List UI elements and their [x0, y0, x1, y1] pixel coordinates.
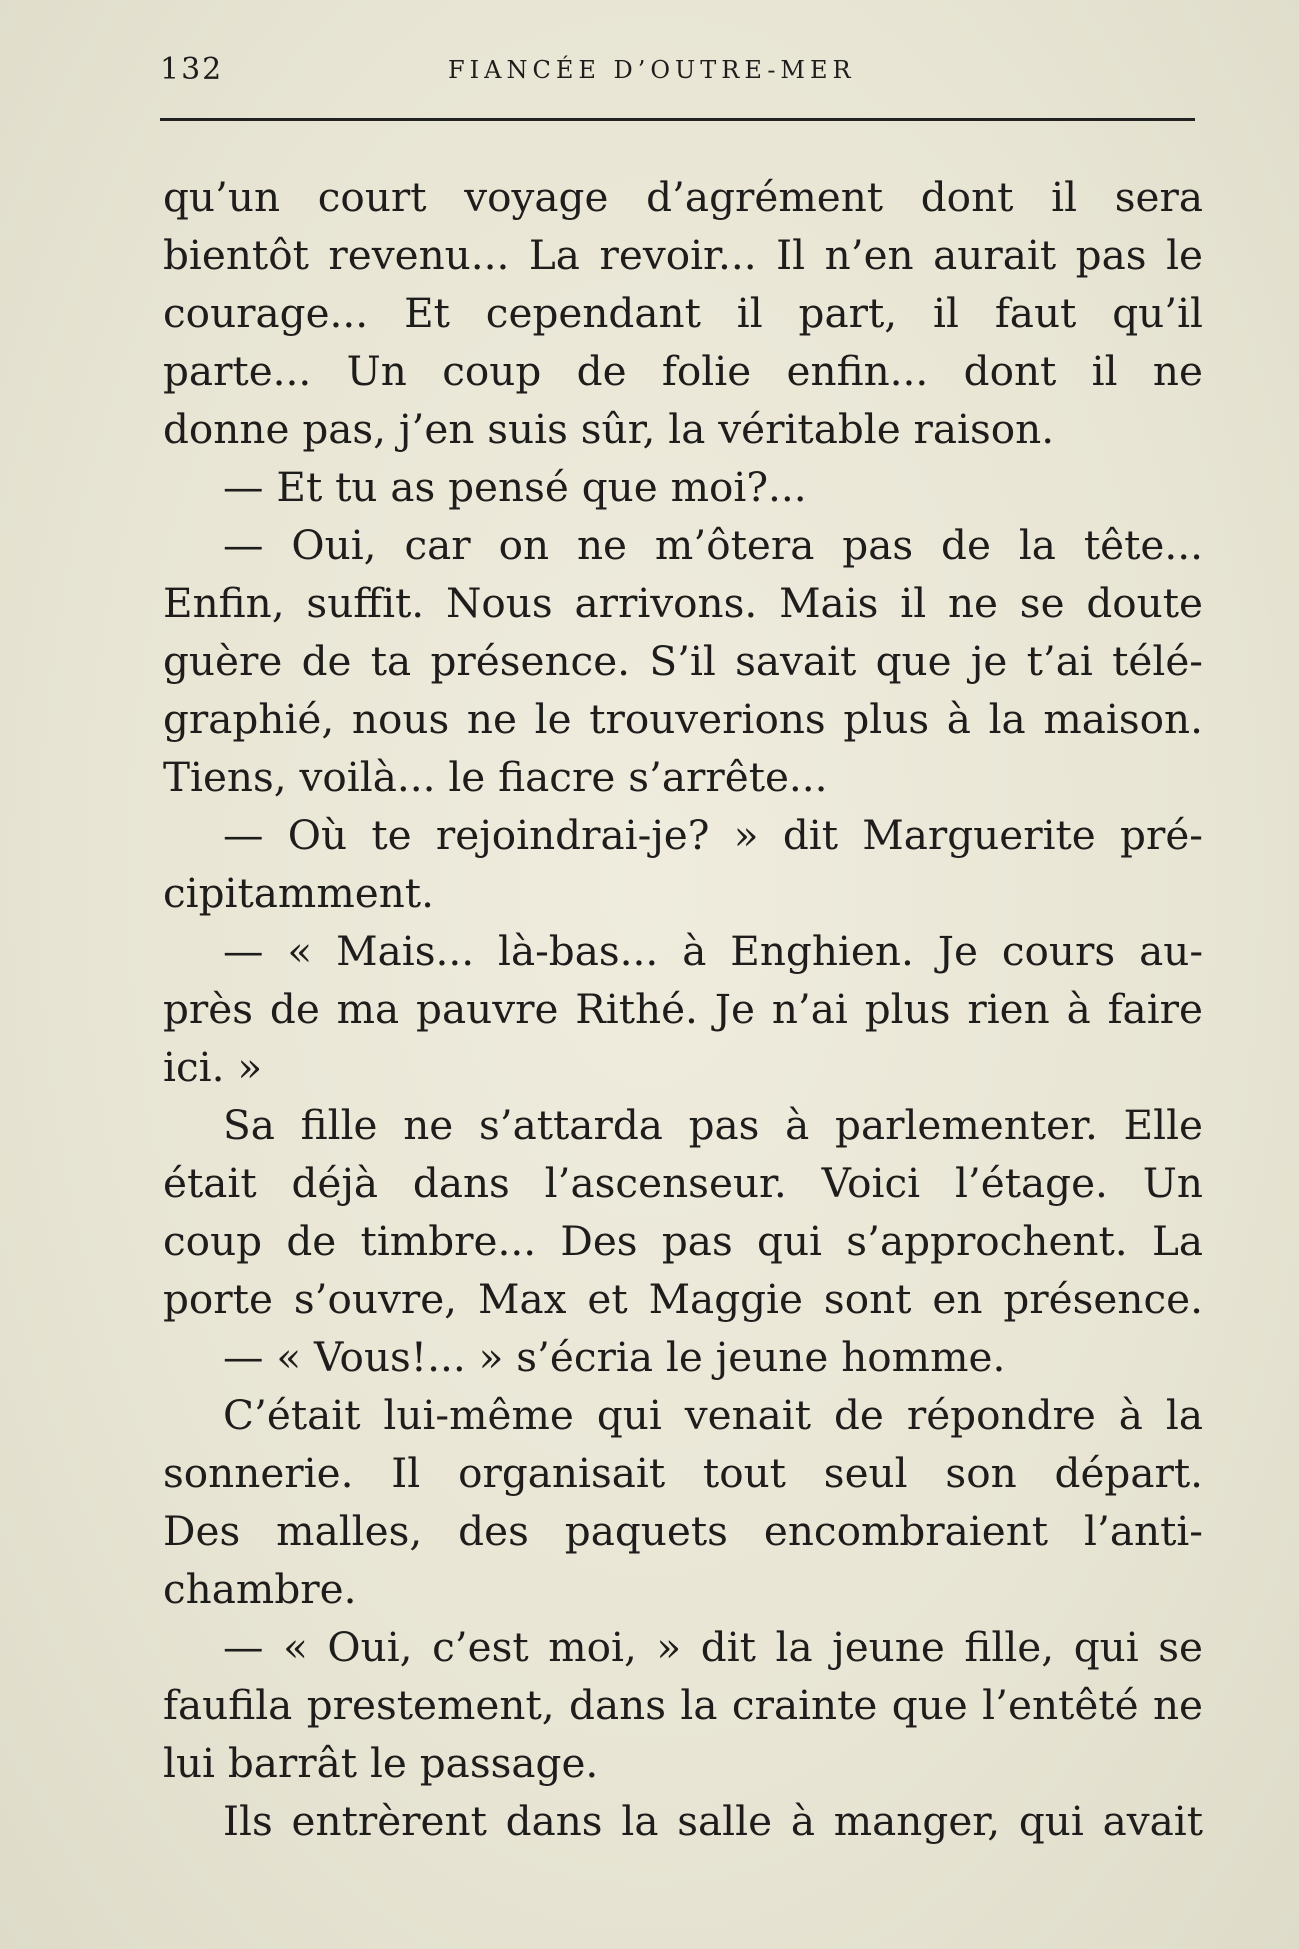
text-line: Sa fille ne s’attarda pas à parlementer. Elle — [223, 1101, 1203, 1149]
text-line: chambre. — [163, 1565, 357, 1613]
text-line: donne pas, j’en suis sûr, la véritable raison. — [163, 405, 1055, 453]
text-line: — « Oui, c’est moi, » dit la jeune fille, qui se — [223, 1623, 1203, 1671]
text-line: Enfin, suffit. Nous arrivons. Mais il ne se doute — [163, 579, 1203, 627]
text-line: près de ma pauvre Rithé. Je n’ai plus rien à faire — [163, 985, 1203, 1033]
running-head — [160, 52, 1200, 92]
page-number: 132 — [160, 52, 224, 87]
text-line: porte s’ouvre, Max et Maggie sont en présence. — [163, 1275, 1203, 1323]
text-line: bientôt revenu... La revoir... Il n’en aurait pas le — [163, 231, 1203, 279]
text-line: était déjà dans l’ascenseur. Voici l’étage. Un — [163, 1159, 1203, 1207]
text-line: parte... Un coup de folie enfin... dont il ne — [163, 347, 1203, 395]
text-line: courage... Et cependant il part, il faut qu’il — [163, 289, 1203, 337]
text-line: lui barrât le passage. — [163, 1739, 599, 1787]
text-line: Des malles, des paquets encombraient l’anti- — [163, 1507, 1203, 1555]
text-line: Tiens, voilà... le fiacre s’arrête... — [163, 753, 828, 801]
text-line: C’était lui-même qui venait de répondre à la — [223, 1391, 1203, 1439]
text-line: — Oui, car on ne m’ôtera pas de la tête... — [223, 521, 1203, 569]
text-line: cipitamment. — [163, 869, 434, 917]
running-title: FIANCÉE D’OUTRE-MER — [448, 56, 856, 84]
header-rule — [160, 118, 1195, 121]
text-line: ici. » — [163, 1043, 263, 1091]
text-line: — « Vous!... » s’écria le jeune homme. — [223, 1333, 1006, 1381]
text-line: coup de timbre... Des pas qui s’approchent. La — [163, 1217, 1203, 1265]
text-line: guère de ta présence. S’il savait que je t’ai télé- — [163, 637, 1203, 685]
text-line: — Où te rejoindrai-je? » dit Marguerite pré- — [223, 811, 1203, 859]
text-line: — « Mais... là-bas... à Enghien. Je cours au- — [223, 927, 1203, 975]
body-text — [163, 168, 1203, 1850]
text-line: — Et tu as pensé que moi?... — [223, 463, 807, 511]
text-line: Ils entrèrent dans la salle à manger, qui avait — [223, 1797, 1203, 1845]
text-line: graphié, nous ne le trouverions plus à la maison. — [163, 695, 1203, 743]
text-line: sonnerie. Il organisait tout seul son départ. — [163, 1449, 1203, 1497]
text-line: faufila prestement, dans la crainte que l’entêté ne — [163, 1681, 1203, 1729]
text-line: qu’un court voyage d’agrément dont il sera — [163, 173, 1203, 221]
